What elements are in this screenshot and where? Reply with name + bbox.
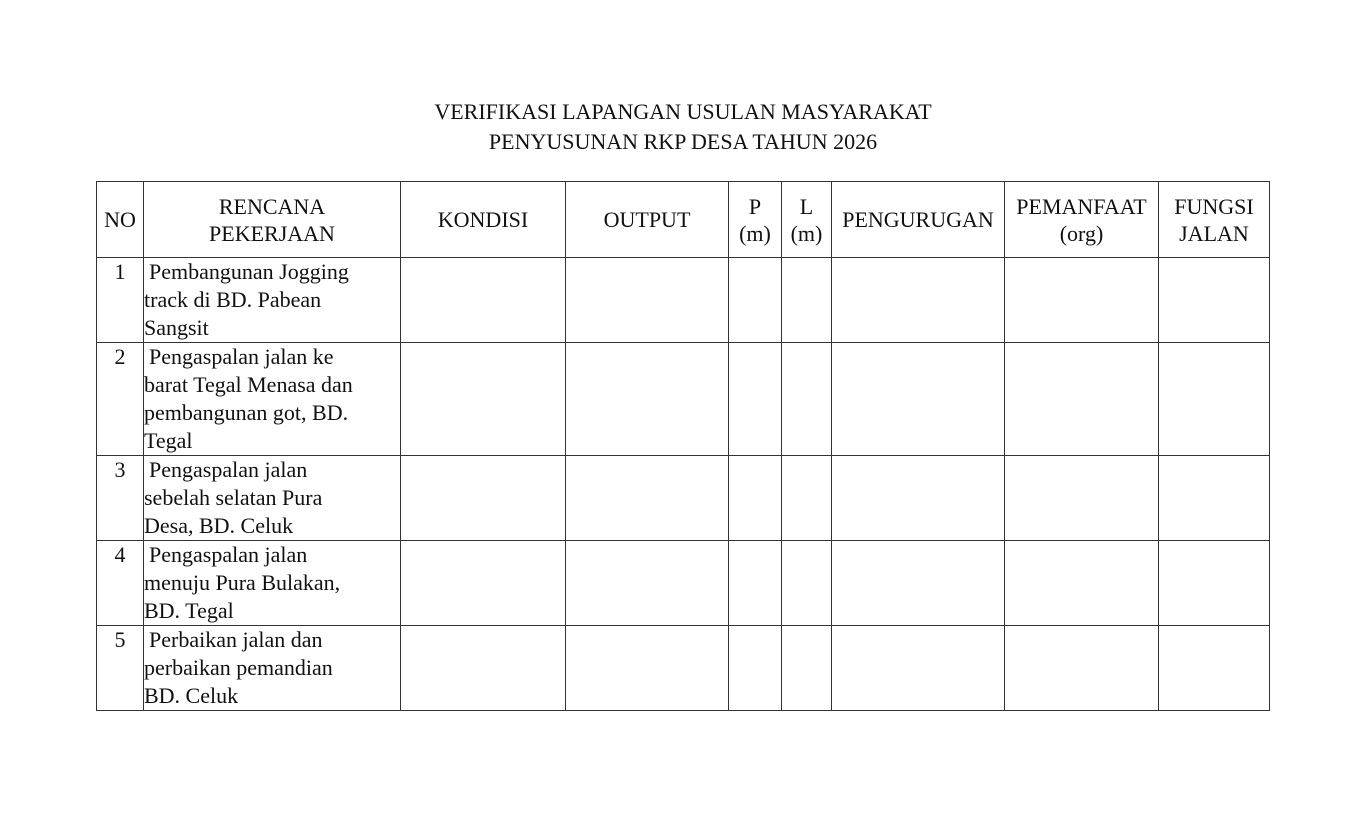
table-row: [97, 456, 1270, 541]
l-cell[interactable]: [782, 456, 832, 541]
l-cell[interactable]: [782, 541, 832, 626]
pemanfaat-cell[interactable]: [1005, 258, 1159, 343]
rencana-line: Sangsit: [144, 315, 209, 340]
header-p-line-1: P: [748, 193, 762, 219]
header-l-line-1: L: [799, 193, 814, 219]
l-cell[interactable]: [782, 343, 832, 456]
fungsi-jalan-cell[interactable]: [1159, 343, 1270, 456]
fungsi-jalan-cell[interactable]: [1159, 258, 1270, 343]
title-line-1: VERIFIKASI LAPANGAN USULAN MASYARAKAT: [434, 99, 932, 124]
rencana-line: Pengaspalan jalan: [149, 542, 308, 567]
header-p: [729, 182, 782, 258]
pemanfaat-cell[interactable]: [1005, 541, 1159, 626]
rencana-line: Desa, BD. Celuk: [144, 513, 294, 538]
header-rencana-line-1: RENCANA: [218, 193, 326, 219]
p-cell[interactable]: [729, 456, 782, 541]
header-fungsi-jalan: [1159, 182, 1270, 258]
kondisi-cell[interactable]: [401, 456, 566, 541]
table-row: [97, 343, 1270, 456]
header-pengurugan: PENGURUGAN: [832, 182, 1005, 258]
pemanfaat-cell[interactable]: [1005, 456, 1159, 541]
table-row: [97, 258, 1270, 343]
p-cell[interactable]: [729, 258, 782, 343]
header-fungsi-line-1: FUNGSI: [1174, 193, 1254, 219]
rencana-line: pembangunan got, BD.: [144, 400, 349, 425]
header-output: OUTPUT: [566, 182, 729, 258]
header-kondisi: KONDISI: [401, 182, 566, 258]
p-cell[interactable]: [729, 626, 782, 711]
p-cell[interactable]: [729, 541, 782, 626]
output-cell[interactable]: [566, 258, 729, 343]
header-row: [97, 182, 1270, 258]
pengurugan-cell[interactable]: [832, 343, 1005, 456]
rencana-line: menuju Pura Bulakan,: [144, 570, 341, 595]
rencana-line: BD. Tegal: [144, 598, 234, 623]
header-rencana-line-2: PEKERJAAN: [209, 220, 335, 246]
kondisi-cell[interactable]: [401, 541, 566, 626]
row-number: 4: [97, 541, 144, 626]
header-p-line-2: (m): [739, 220, 771, 246]
rencana-pekerjaan-cell: [144, 258, 401, 343]
verification-table: [96, 181, 1270, 711]
pengurugan-cell[interactable]: [832, 626, 1005, 711]
rencana-line: Tegal: [144, 428, 193, 453]
rencana-line: Pembangunan Jogging: [149, 259, 349, 284]
header-pemanfaat: [1005, 182, 1159, 258]
output-cell[interactable]: [566, 626, 729, 711]
header-pemanfaat-line-2: (org): [1059, 220, 1104, 246]
p-cell[interactable]: [729, 343, 782, 456]
rencana-pekerjaan-cell: [144, 626, 401, 711]
rencana-pekerjaan-cell: [144, 541, 401, 626]
table-row: [97, 541, 1270, 626]
output-cell[interactable]: [566, 541, 729, 626]
kondisi-cell[interactable]: [401, 343, 566, 456]
row-number: 3: [97, 456, 144, 541]
output-cell[interactable]: [566, 456, 729, 541]
output-cell[interactable]: [566, 343, 729, 456]
header-no: NO: [97, 182, 144, 258]
rencana-line: Perbaikan jalan dan: [149, 627, 323, 652]
header-rencana-pekerjaan: [144, 182, 401, 258]
rencana-pekerjaan-cell: [144, 343, 401, 456]
row-number: 5: [97, 626, 144, 711]
rencana-line: track di BD. Pabean: [144, 287, 322, 312]
document-title: [0, 97, 1366, 157]
header-pemanfaat-line-1: PEMANFAAT: [1016, 193, 1147, 219]
pengurugan-cell[interactable]: [832, 258, 1005, 343]
l-cell[interactable]: [782, 258, 832, 343]
rencana-line: barat Tegal Menasa dan: [144, 372, 353, 397]
fungsi-jalan-cell[interactable]: [1159, 541, 1270, 626]
rencana-line: sebelah selatan Pura: [144, 485, 323, 510]
fungsi-jalan-cell[interactable]: [1159, 626, 1270, 711]
title-line-2: PENYUSUNAN RKP DESA TAHUN 2026: [488, 129, 878, 154]
row-number: 2: [97, 343, 144, 456]
row-number: 1: [97, 258, 144, 343]
header-l-line-2: (m): [790, 220, 823, 246]
pengurugan-cell[interactable]: [832, 456, 1005, 541]
rencana-line: Pengaspalan jalan ke: [149, 344, 334, 369]
l-cell[interactable]: [782, 626, 832, 711]
table-row: [97, 626, 1270, 711]
pengurugan-cell[interactable]: [832, 541, 1005, 626]
fungsi-jalan-cell[interactable]: [1159, 456, 1270, 541]
pemanfaat-cell[interactable]: [1005, 626, 1159, 711]
pemanfaat-cell[interactable]: [1005, 343, 1159, 456]
rencana-line: perbaikan pemandian: [144, 655, 333, 680]
rencana-line: BD. Celuk: [144, 683, 239, 708]
kondisi-cell[interactable]: [401, 258, 566, 343]
header-fungsi-line-2: JALAN: [1179, 220, 1249, 246]
rencana-pekerjaan-cell: [144, 456, 401, 541]
header-l: [782, 182, 832, 258]
kondisi-cell[interactable]: [401, 626, 566, 711]
rencana-line: Pengaspalan jalan: [149, 457, 308, 482]
